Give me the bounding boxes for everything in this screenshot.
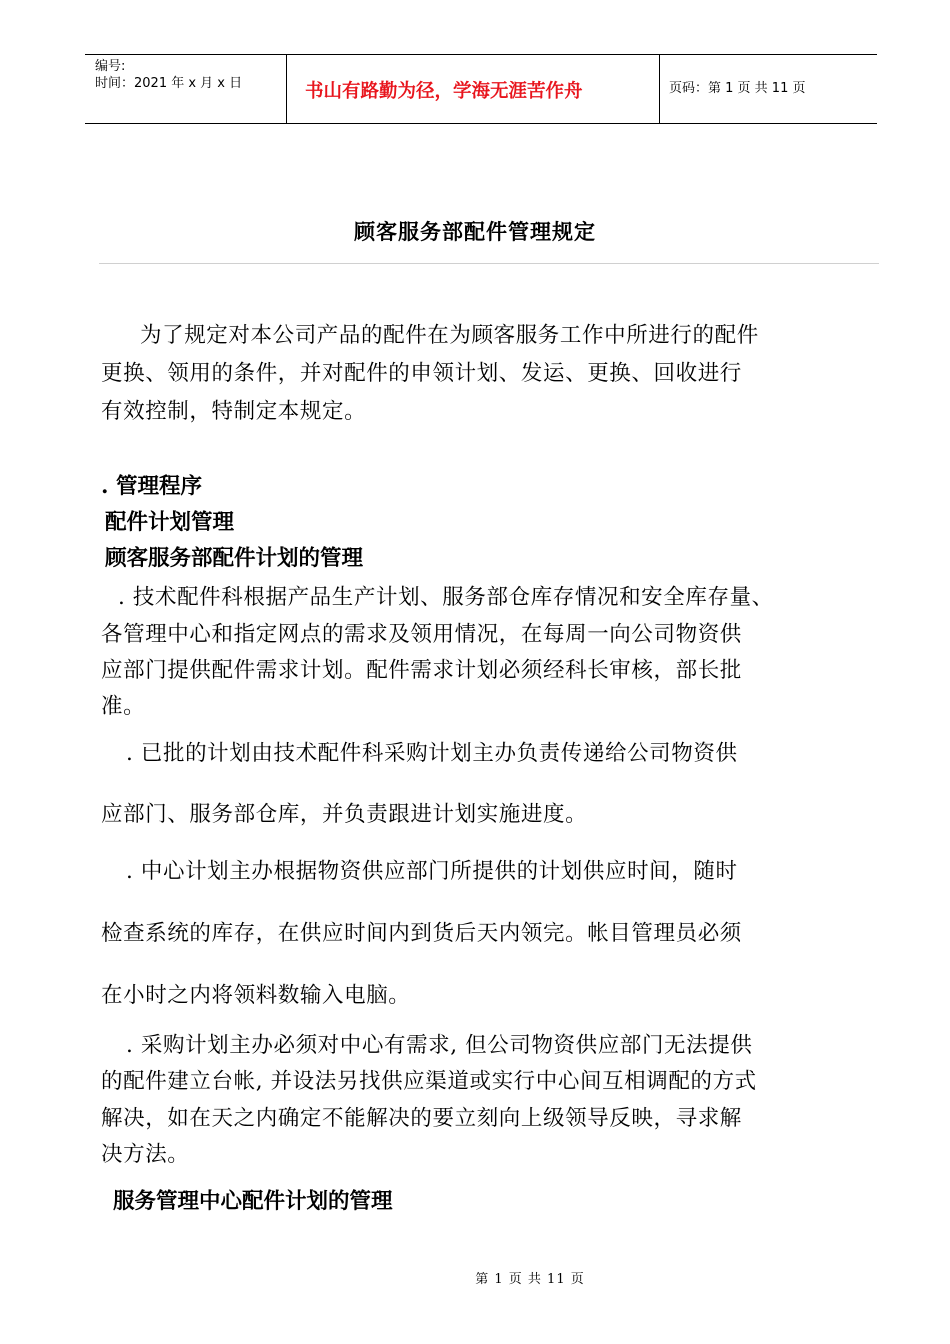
p1-line-3: 应部门提供配件需求计划。配件需求计划必须经科长审核，部长批 — [101, 658, 742, 683]
time-label: 时间：2021 年 x 月 x 日 — [95, 76, 243, 91]
p4-line-1: . 采购计划主办必须对中心有需求, 但公司物资供应部门无法提供 — [126, 1033, 753, 1058]
page-header — [85, 54, 877, 124]
intro-line-1: 为了规定对本公司产品的配件在为顾客服务工作中所进行的配件 — [140, 323, 759, 348]
header-meta-cell — [85, 55, 287, 123]
section-heading-parts-plan: 配件计划管理 — [105, 510, 235, 535]
p2-line-1: . 已批的计划由技术配件科采购计划主办负责传递给公司物资供 — [126, 741, 738, 766]
serial-number-label: 编号: — [95, 59, 126, 74]
p3-line-2: 检查系统的库存，在供应时间内到货后天内领完。帐目管理员必须 — [101, 921, 742, 946]
p1-line-2: 各管理中心和指定网点的需求及领用情况，在每周一向公司物资供 — [101, 622, 742, 647]
title-divider — [99, 263, 879, 264]
motto-text: 书山有路勤为径，学海无涯苦作舟 — [305, 81, 583, 102]
p4-line-3: 解决，如在天之内确定不能解决的要立刻向上级领导反映，寻求解 — [101, 1106, 742, 1131]
document-title: 顾客服务部配件管理规定 — [354, 219, 596, 244]
section-heading-service-center-plan: 服务管理中心配件计划的管理 — [113, 1189, 393, 1214]
p4-line-2: 的配件建立台帐, 并设法另找供应渠道或实行中心间互相调配的方式 — [101, 1069, 757, 1094]
page-info: 页码：第 1 页 共 11 页 — [669, 81, 806, 96]
intro-line-3: 有效控制，特制定本规定。 — [101, 399, 367, 424]
header-page-cell — [660, 55, 877, 123]
page-footer: 第 1 页 共 11 页 — [475, 1272, 585, 1287]
p2-line-2: 应部门、服务部仓库，并负责跟进计划实施进度。 — [101, 802, 588, 827]
section-heading-customer-service-plan: 顾客服务部配件计划的管理 — [105, 546, 364, 571]
p3-line-3: 在小时之内将领料数输入电脑。 — [101, 983, 411, 1008]
section-heading-management-procedure: . 管理程序 — [101, 474, 202, 499]
p1-line-1: . 技术配件科根据产品生产计划、服务部仓库存情况和安全库存量、 — [118, 585, 774, 610]
header-motto-cell — [287, 55, 660, 123]
p4-line-4: 决方法。 — [101, 1142, 190, 1167]
p1-line-4: 准。 — [101, 694, 146, 719]
intro-line-2: 更换、领用的条件，并对配件的申领计划、发运、更换、回收进行 — [101, 361, 742, 386]
p3-line-1: . 中心计划主办根据物资供应部门所提供的计划供应时间，随时 — [126, 859, 738, 884]
